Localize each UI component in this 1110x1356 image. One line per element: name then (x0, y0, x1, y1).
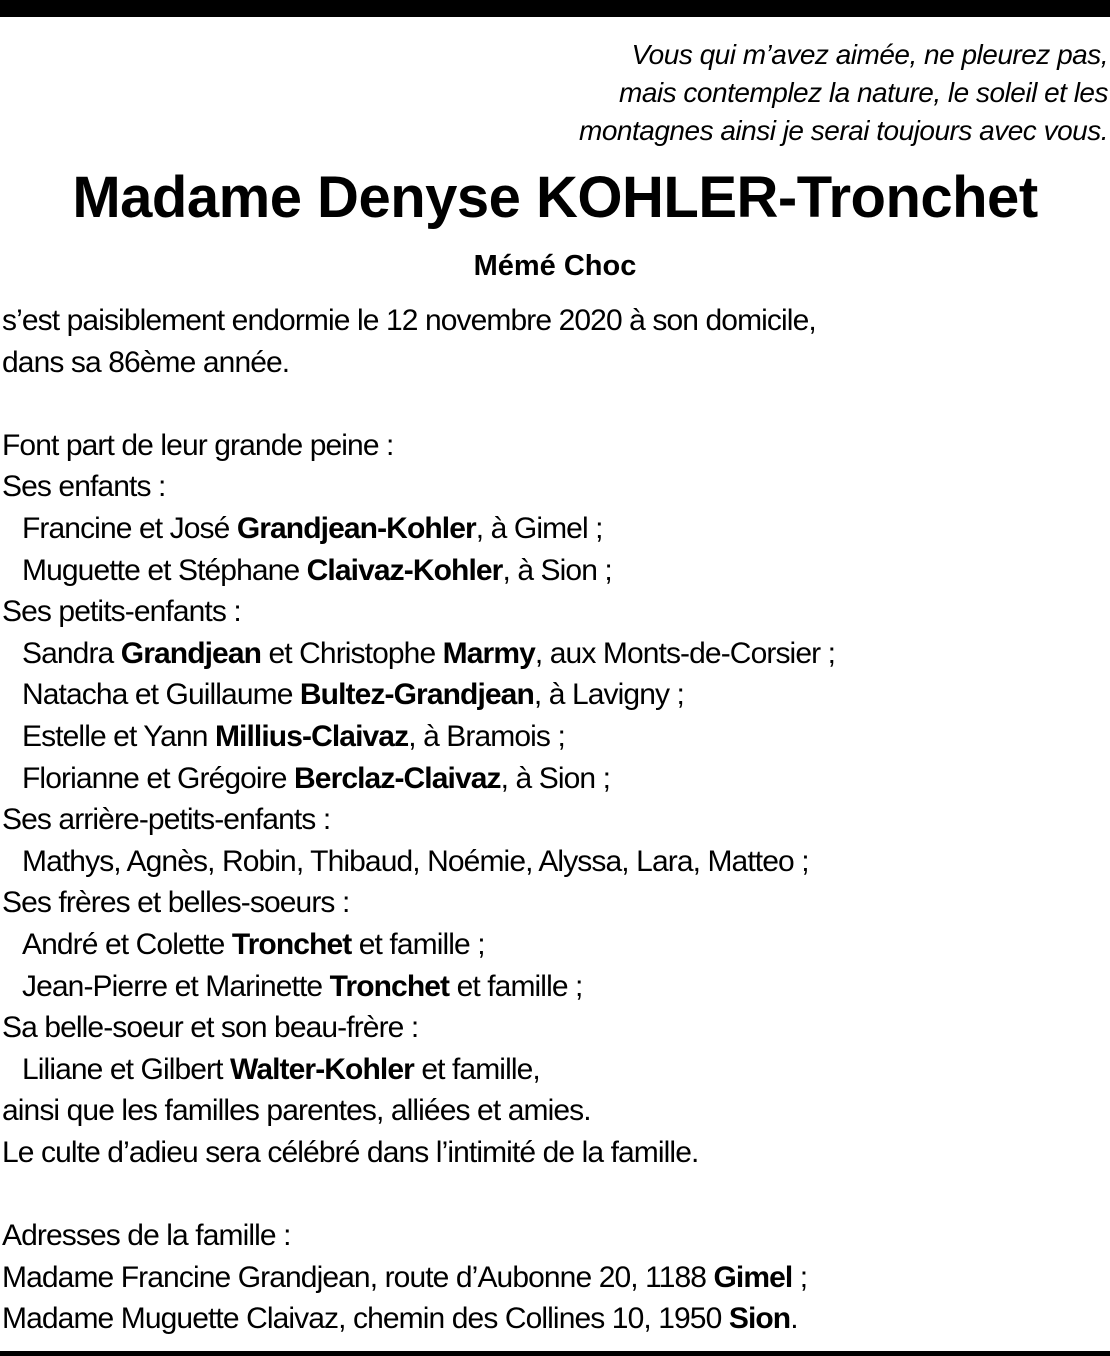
grandchild-entry (2, 674, 1102, 716)
announcement-line: s’est paisiblement endormie le 12 novembre 2020 à son domicile, (2, 304, 816, 337)
in-laws-heading: Sa belle-soeur et son beau-frère : (2, 1011, 419, 1045)
entry-text: Jean-Pierre et Marinette (22, 969, 330, 1003)
address-entry (2, 1298, 1102, 1340)
family-name: Tronchet (329, 969, 450, 1003)
family-name: Grandjean (120, 636, 262, 670)
spacer (2, 383, 1102, 425)
deceased-name: Madame Denyse KOHLER-Tronchet (72, 165, 1038, 230)
entry-text: , à Gimel ; (475, 511, 603, 545)
child-entry (2, 550, 1102, 592)
family-name: Marmy (442, 636, 535, 670)
family-name: Tronchet (231, 927, 352, 961)
children-heading: Ses enfants : (2, 470, 166, 504)
great-grandchildren-names: Mathys, Agnès, Robin, Thibaud, Noémie, Alyssa, Lara, Matteo ; (22, 844, 809, 878)
great-grandchildren-heading: Ses arrière-petits-enfants : (2, 803, 331, 837)
entry-text: ; (792, 1260, 808, 1294)
child-entry (2, 508, 1102, 550)
deceased-nickname: Mémé Choc (473, 250, 637, 282)
entry-text: Muguette et Stéphane (22, 553, 307, 587)
sibling-entry (2, 924, 1102, 966)
spacer (2, 1173, 1102, 1215)
family-name: Berclaz-Claivaz (294, 761, 501, 795)
entry-text: et Christophe (261, 636, 443, 670)
in-law-entry (2, 1049, 1102, 1091)
addresses-heading: Adresses de la famille : (2, 1219, 291, 1253)
epigraph-line: mais contemplez la nature, le soleil et les (619, 77, 1108, 108)
top-rule (0, 0, 1110, 17)
entry-text: . (790, 1302, 798, 1336)
ceremony-line: Le culte d’adieu sera célébré dans l’intimité de la famille. (2, 1135, 699, 1169)
entry-text: , à Bramois ; (408, 719, 565, 753)
sibling-entry (2, 966, 1102, 1008)
entry-text: Madame Muguette Claivaz, chemin des Collines 10, 1950 (2, 1302, 729, 1336)
address-entry (2, 1257, 1102, 1299)
family-name: Millius-Claivaz (214, 719, 409, 753)
entry-text: Liliane et Gilbert (22, 1052, 231, 1086)
entry-text: , à Sion ; (500, 761, 611, 795)
bottom-rule (0, 1351, 1110, 1356)
siblings-heading: Ses frères et belles-soeurs : (2, 886, 350, 920)
grandchild-entry (2, 716, 1102, 758)
entry-text: Florianne et Grégoire (22, 761, 295, 795)
grandchildren-heading: Ses petits-enfants : (2, 595, 241, 629)
family-name: Grandjean-Kohler (236, 511, 476, 545)
entry-text: et famille ; (351, 927, 485, 961)
family-name: Bultez-Grandjean (299, 678, 534, 712)
entry-text: , à Lavigny ; (533, 678, 684, 712)
grandchild-entry (2, 633, 1102, 675)
grandchild-entry (2, 758, 1102, 800)
entry-text: , à Sion ; (502, 553, 612, 587)
entry-text: André et Colette (22, 927, 232, 961)
entry-text: Madame Francine Grandjean, route d’Aubonne 20, 1188 (2, 1260, 714, 1294)
entry-text: Francine et José (22, 511, 237, 545)
epigraph (408, 36, 1108, 150)
epigraph-line: montagnes ainsi je serai toujours avec vous. (579, 115, 1108, 146)
address-city: Sion (728, 1302, 791, 1336)
entry-text: et famille ; (449, 969, 583, 1003)
epigraph-line: Vous qui m’avez aimée, ne pleurez pas, (631, 39, 1108, 70)
family-name: Walter-Kohler (230, 1052, 414, 1086)
entry-text: et famille, (413, 1052, 540, 1086)
obituary-body (2, 300, 1102, 1340)
address-city: Gimel (713, 1260, 793, 1294)
announcement-line: dans sa 86ème année. (2, 345, 290, 379)
other-families-line: ainsi que les familles parentes, alliées et amies. (2, 1094, 591, 1128)
entry-text: Natacha et Guillaume (22, 678, 300, 712)
entry-text: , aux Monts-de-Corsier ; (534, 636, 836, 670)
entry-text: Estelle et Yann (22, 719, 215, 753)
entry-text: Sandra (22, 636, 121, 670)
family-intro: Font part de leur grande peine : (2, 428, 394, 462)
family-name: Claivaz-Kohler (306, 553, 503, 587)
